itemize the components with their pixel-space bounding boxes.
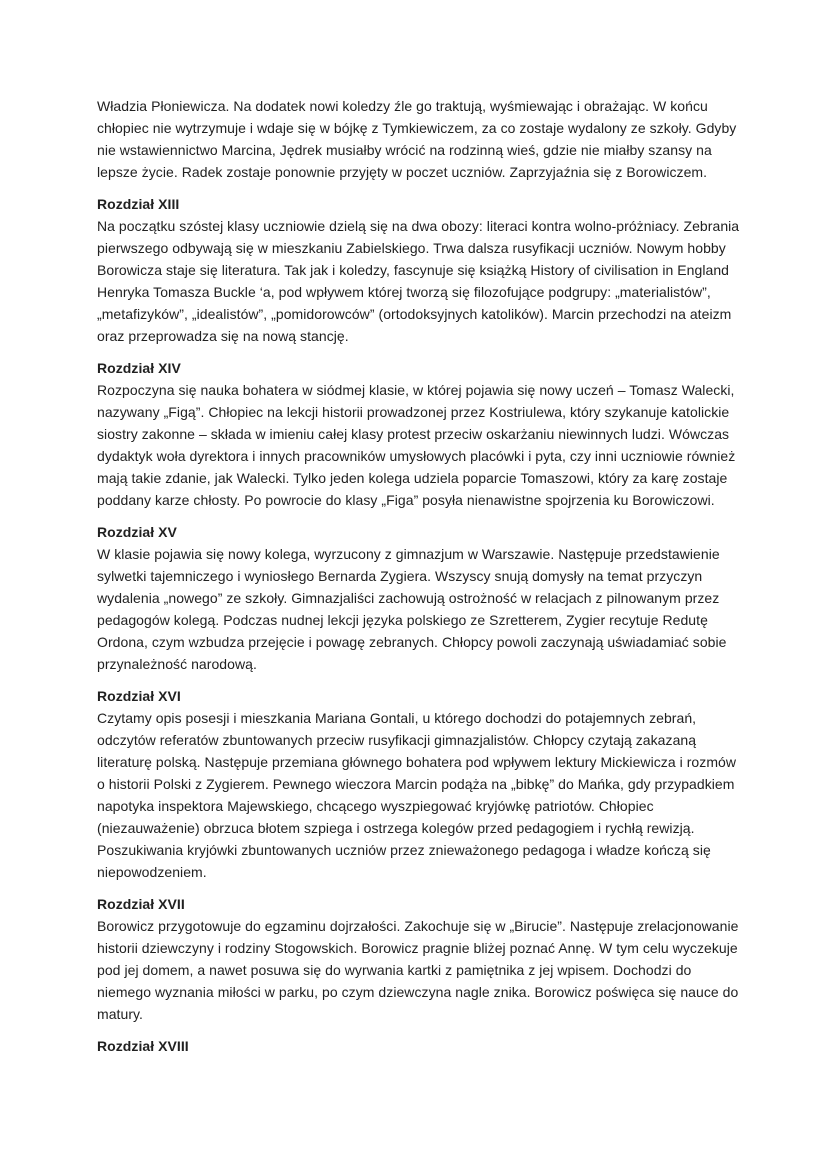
chapter-section [97, 1035, 742, 1057]
chapter-section [97, 685, 742, 883]
chapter-body: Na początku szóstej klasy uczniowie dzielą się na dwa obozy: literaci kontra wolno-próżniacy. Zebrania pierwszego odbywają się w mieszkaniu Zabielskiego. Trwa dalsza rusyfikacji uczniów. Nowym hobby Borowicza staje się literatura. Tak jak i koledzy, fascynuje się książką History of civilisation in England Henryka Tomasza Buckle ‘a, pod wpływem której tworzą się filozofujące podgrupy: „materialistów”, „metafizyków”, „idealistów”, „pomidorowców” (ortodoksyjnych katolików). Marcin przechodzi na ateizm oraz przeprowadza się na nową stancję. [97, 218, 740, 344]
chapter-heading: Rozdział XIV [97, 360, 181, 376]
chapter-body: Borowicz przygotowuje do egzaminu dojrzałości. Zakochuje się w „Birucie”. Następuje zrelacjonowanie historii dziewczyny i rodziny Stogowskich. Borowicz pragnie bliżej poznać Annę. W tym celu wyczekuje pod jej domem, a nawet posuwa się do wyrwania kartki z pamiętnika z jej wpisem. Dochodzi do niemego wyznania miłości w parku, po czym dziewczyna nagle znika. Borowicz poświęca się nauce do matury. [97, 918, 739, 1022]
chapter-heading: Rozdział XVI [97, 688, 181, 704]
chapter-body: Czytamy opis posesji i mieszkania Mariana Gontali, u którego dochodzi do potajemnych zebrań, odczytów referatów zbuntowanych przeciw rusyfikacji gimnazjalistów. Chłopcy czytają zakazaną literaturę polską. Następuje przemiana głównego bohatera pod wpływem lektury Mickiewicza i rozmów o historii Polski z Zygierem. Pewnego wieczora Marcin podąża na „bibkę” do Mańka, gdy przypadkiem napotyka inspektora Majewskiego, chcącego wyszpiegować kryjówkę patriotów. Chłopiec (niezauważenie) obrzuca błotem szpiega i ostrzega kolegów przed pedagogiem i rychłą rewizją. Poszukiwania kryjówki zbuntowanych uczniów przez znieważonego pedagoga i władze kończą się niepowodzeniem. [97, 710, 737, 880]
chapter-heading: Rozdział XIII [97, 196, 180, 212]
chapter-heading: Rozdział XVIII [97, 1038, 189, 1054]
chapter-heading: Rozdział XVII [97, 896, 185, 912]
chapter-sections [97, 193, 742, 1057]
chapter-body: Rozpoczyna się nauka bohatera w siódmej klasie, w której pojawia się nowy uczeń – Tomasz Walecki, nazywany „Figą”. Chłopiec na lekcji historii prowadzonej przez Kostriulewa, który szykanuje katolickie siostry zakonne – składa w imieniu całej klasy protest przeciw oskarżaniu niewinnych ludzi. Wówczas dydaktyk woła dyrektora i innych pracowników umysłowych placówki i pyta, czy inni uczniowie również mają takie zdanie, jak Walecki. Tylko jeden kolega udziela poparcie Tomaszowi, który za karę zostaje poddany karze chłosty. Po powrocie do klasy „Figa” posyła nienawistne spojrzenia ku Borowiczowi. [97, 382, 736, 508]
chapter-section [97, 193, 742, 347]
chapter-heading: Rozdział XV [97, 524, 177, 540]
document-content [97, 95, 742, 1057]
chapter-section [97, 521, 742, 675]
intro-paragraph: Władzia Płoniewicza. Na dodatek nowi koledzy źle go traktują, wyśmiewając i obrażając. W końcu chłopiec nie wytrzymuje i wdaje się w bójkę z Tymkiewiczem, za co zostaje wydalony ze szkoły. Gdyby nie wstawiennictwo Marcina, Jędrek musiałby wrócić na rodzinną wieś, gdzie nie miałby szansy na lepsze życie. Radek zostaje ponownie przyjęty w poczet uczniów. Zaprzyjaźnia się z Borowiczem. [97, 98, 737, 180]
chapter-body: W klasie pojawia się nowy kolega, wyrzucony z gimnazjum w Warszawie. Następuje przedstawienie sylwetki tajemniczego i wyniosłego Bernarda Zygiera. Wszyscy snują domysły na temat przyczyn wydalenia „nowego” ze szkoły. Gimnazjaliści zachowują ostrożność w relacjach z pilnowanym przez pedagogów kolegą. Podczas nudnej lekcji języka polskiego ze Szretterem, Zygier recytuje Redutę Ordona, czym wzbudza przejęcie i powagę zebranych. Chłopcy powoli zaczynają uświadamiać sobie przynależność narodową. [97, 546, 727, 672]
chapter-section [97, 893, 742, 1025]
chapter-section [97, 357, 742, 511]
